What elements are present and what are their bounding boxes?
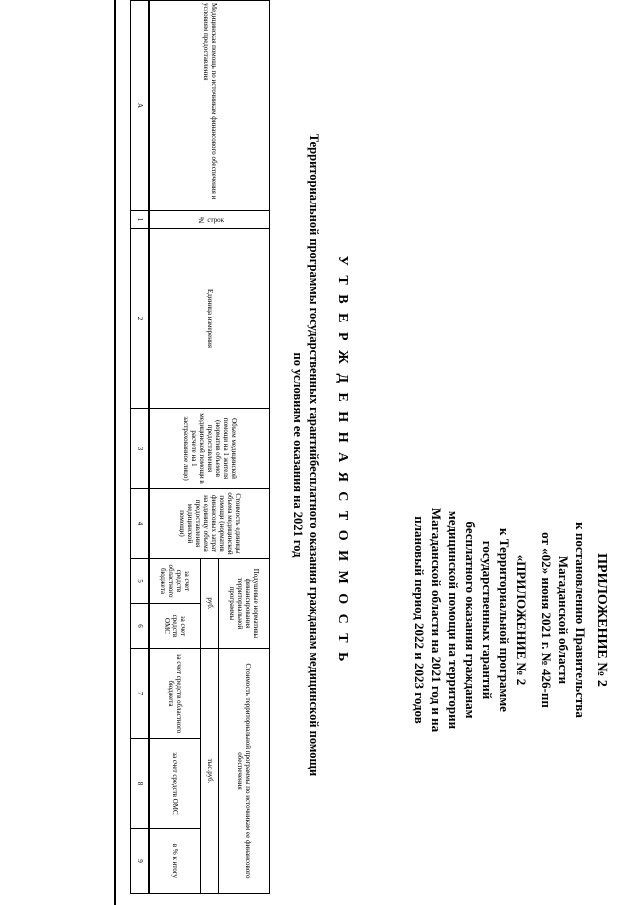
header-line-1: к постановлению Правительства	[573, 522, 588, 718]
col-number-5: 5	[131, 559, 150, 604]
header-norms-oms-cell: за счет средств ОМС	[149, 604, 201, 649]
cost-table	[130, 0, 270, 894]
col-number-1: 1	[131, 211, 150, 229]
header-unit-cell: Единица измерения	[149, 229, 269, 409]
col-number-a: А	[131, 1, 150, 211]
header-percent-cell: в % к итогу	[149, 829, 201, 894]
header-norms-unit-cell: руб.	[201, 559, 219, 649]
table-header-row-1	[219, 1, 270, 894]
col-number-8: 8	[131, 739, 150, 829]
header-cost-total-cell: Стоимость территориальной программы по источникам ее финансового обеспечения	[219, 649, 270, 894]
subtitle-line-2: по условиям ее оказания на 2021 год	[291, 352, 305, 558]
col-number-2: 2	[131, 229, 150, 409]
header-cost-budget-cell: за счет средств областного бюджета	[149, 649, 201, 739]
header-line-3: от «02» июня 2021 г. № 426-пп	[539, 532, 554, 708]
document-subtitle	[290, 40, 322, 870]
col-number-7: 7	[131, 649, 150, 739]
ref-line-3: бесплатного оказания гражданам	[463, 521, 478, 719]
appendix2-title: «ПРИЛОЖЕНИЕ № 2	[514, 554, 529, 686]
header-cost-oms-cell: за счет средств ОМС	[149, 739, 201, 829]
header-line-2: Магаданской области	[556, 555, 571, 685]
header-norms-budget-cell: за счет средств областного бюджета	[149, 559, 201, 604]
header-rownum-label: № строк	[197, 215, 224, 224]
ref-line-2: государственных гарантий	[480, 540, 495, 700]
ref-line-5: Магаданской области на 2021 год и на	[429, 507, 444, 733]
header-rownum-cell	[149, 211, 269, 229]
header-cost-unit-cell: Стоимость единицы объема медицинской помощи (норматив финансовых затрат на единицу объема предоставления медицинской помощи)	[149, 489, 269, 559]
col-number-6: 6	[131, 604, 150, 649]
header-volume-cell: Объем медицинской помощи на 1 жителя (норматив объемов предоставления медицинской помощи в расчете на 1 застрахованное лицо)	[149, 409, 269, 489]
header-cost-unit2-cell: тыс.руб.	[201, 649, 219, 894]
ref-line-6: плановый период 2022 и 2023 годов	[412, 516, 427, 724]
appendix-header	[411, 420, 610, 820]
ref-line-1: к Территориальной программе	[497, 528, 512, 712]
col-number-4: 4	[131, 489, 150, 559]
document-title: У Т В Е Р Ж Д Е Н Н А Я С Т О И М О С Т Ь	[335, 255, 350, 665]
page-edge-line	[114, 0, 116, 905]
col-number-3: 3	[131, 409, 150, 489]
ref-line-4: медицинской помощи на территории	[446, 510, 461, 730]
subtitle-line-1: Территориальной программы государственных гарантийбесплатного оказания гражданам медицинской помощи	[307, 133, 321, 777]
header-care-cell: Медицинская помощь по источникам финансового обеспечения и условиям предоставления	[149, 1, 269, 211]
col-number-9: 9	[131, 829, 150, 894]
header-norms-cell: Подушевые нормативы финансирования территориальной программы	[219, 559, 270, 649]
appendix-title: ПРИЛОЖЕНИЕ № 2	[594, 553, 609, 687]
table-number-row	[131, 1, 150, 894]
